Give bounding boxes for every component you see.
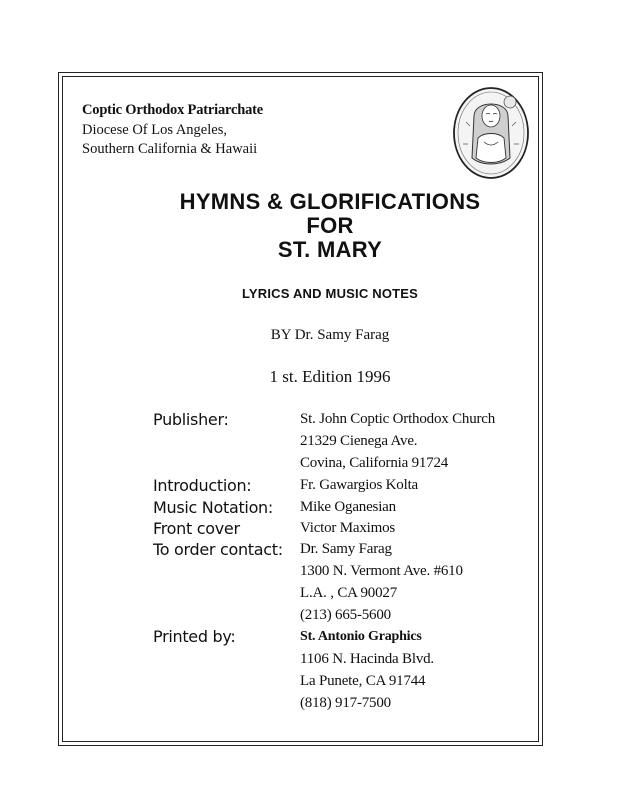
publisher-line-2: 21329 Cienega Ave. [300,433,418,449]
publisher-line-1: St. John Coptic Orthodox Church [300,411,496,427]
edition-line: 1 st. Edition 1996 [269,367,391,386]
order-line-2: 1300 N. Vermont Ave. #610 [300,563,463,579]
printer-line-3: La Punete, CA 91744 [300,673,426,689]
title-line-1: HYMNS & GLORIFICATIONS [179,189,481,214]
music-notation-value: Mike Oganesian [300,499,396,515]
order-line-3: L.A. , CA 90027 [300,585,398,601]
organization-name: Coptic Orthodox Patriarchate [82,102,263,118]
author-byline: BY Dr. Samy Farag [270,327,390,343]
title-line-2: FOR [306,213,354,238]
diocese-region: Southern California & Hawaii [82,141,258,157]
organization-block [82,101,263,160]
printer-line-2: 1106 N. Hacinda Blvd. [300,651,434,667]
printer-line-4: (818) 917-7500 [300,695,391,711]
publisher-label: Publisher: [153,410,229,429]
book-subtitle: LYRICS AND MUSIC NOTES [241,286,419,301]
order-contact-label: To order contact: [153,540,283,559]
front-cover-label: Front cover [153,519,240,538]
st-mary-portrait-image [452,86,530,180]
order-line-4: (213) 665-5600 [300,607,391,623]
printed-by-label: Printed by: [153,627,236,646]
music-notation-label: Music Notation: [153,498,273,517]
order-line-1: Dr. Samy Farag [300,541,392,557]
introduction-label: Introduction: [153,476,252,495]
publisher-line-3: Covina, California 91724 [300,455,449,471]
front-cover-value: Victor Maximos [300,520,396,536]
introduction-value: Fr. Gawargios Kolta [300,477,418,493]
title-line-3: ST. MARY [277,237,383,262]
printer-name: St. Antonio Graphics [300,629,422,644]
book-title [140,190,520,262]
diocese-name: Diocese Of Los Angeles, [82,121,227,138]
